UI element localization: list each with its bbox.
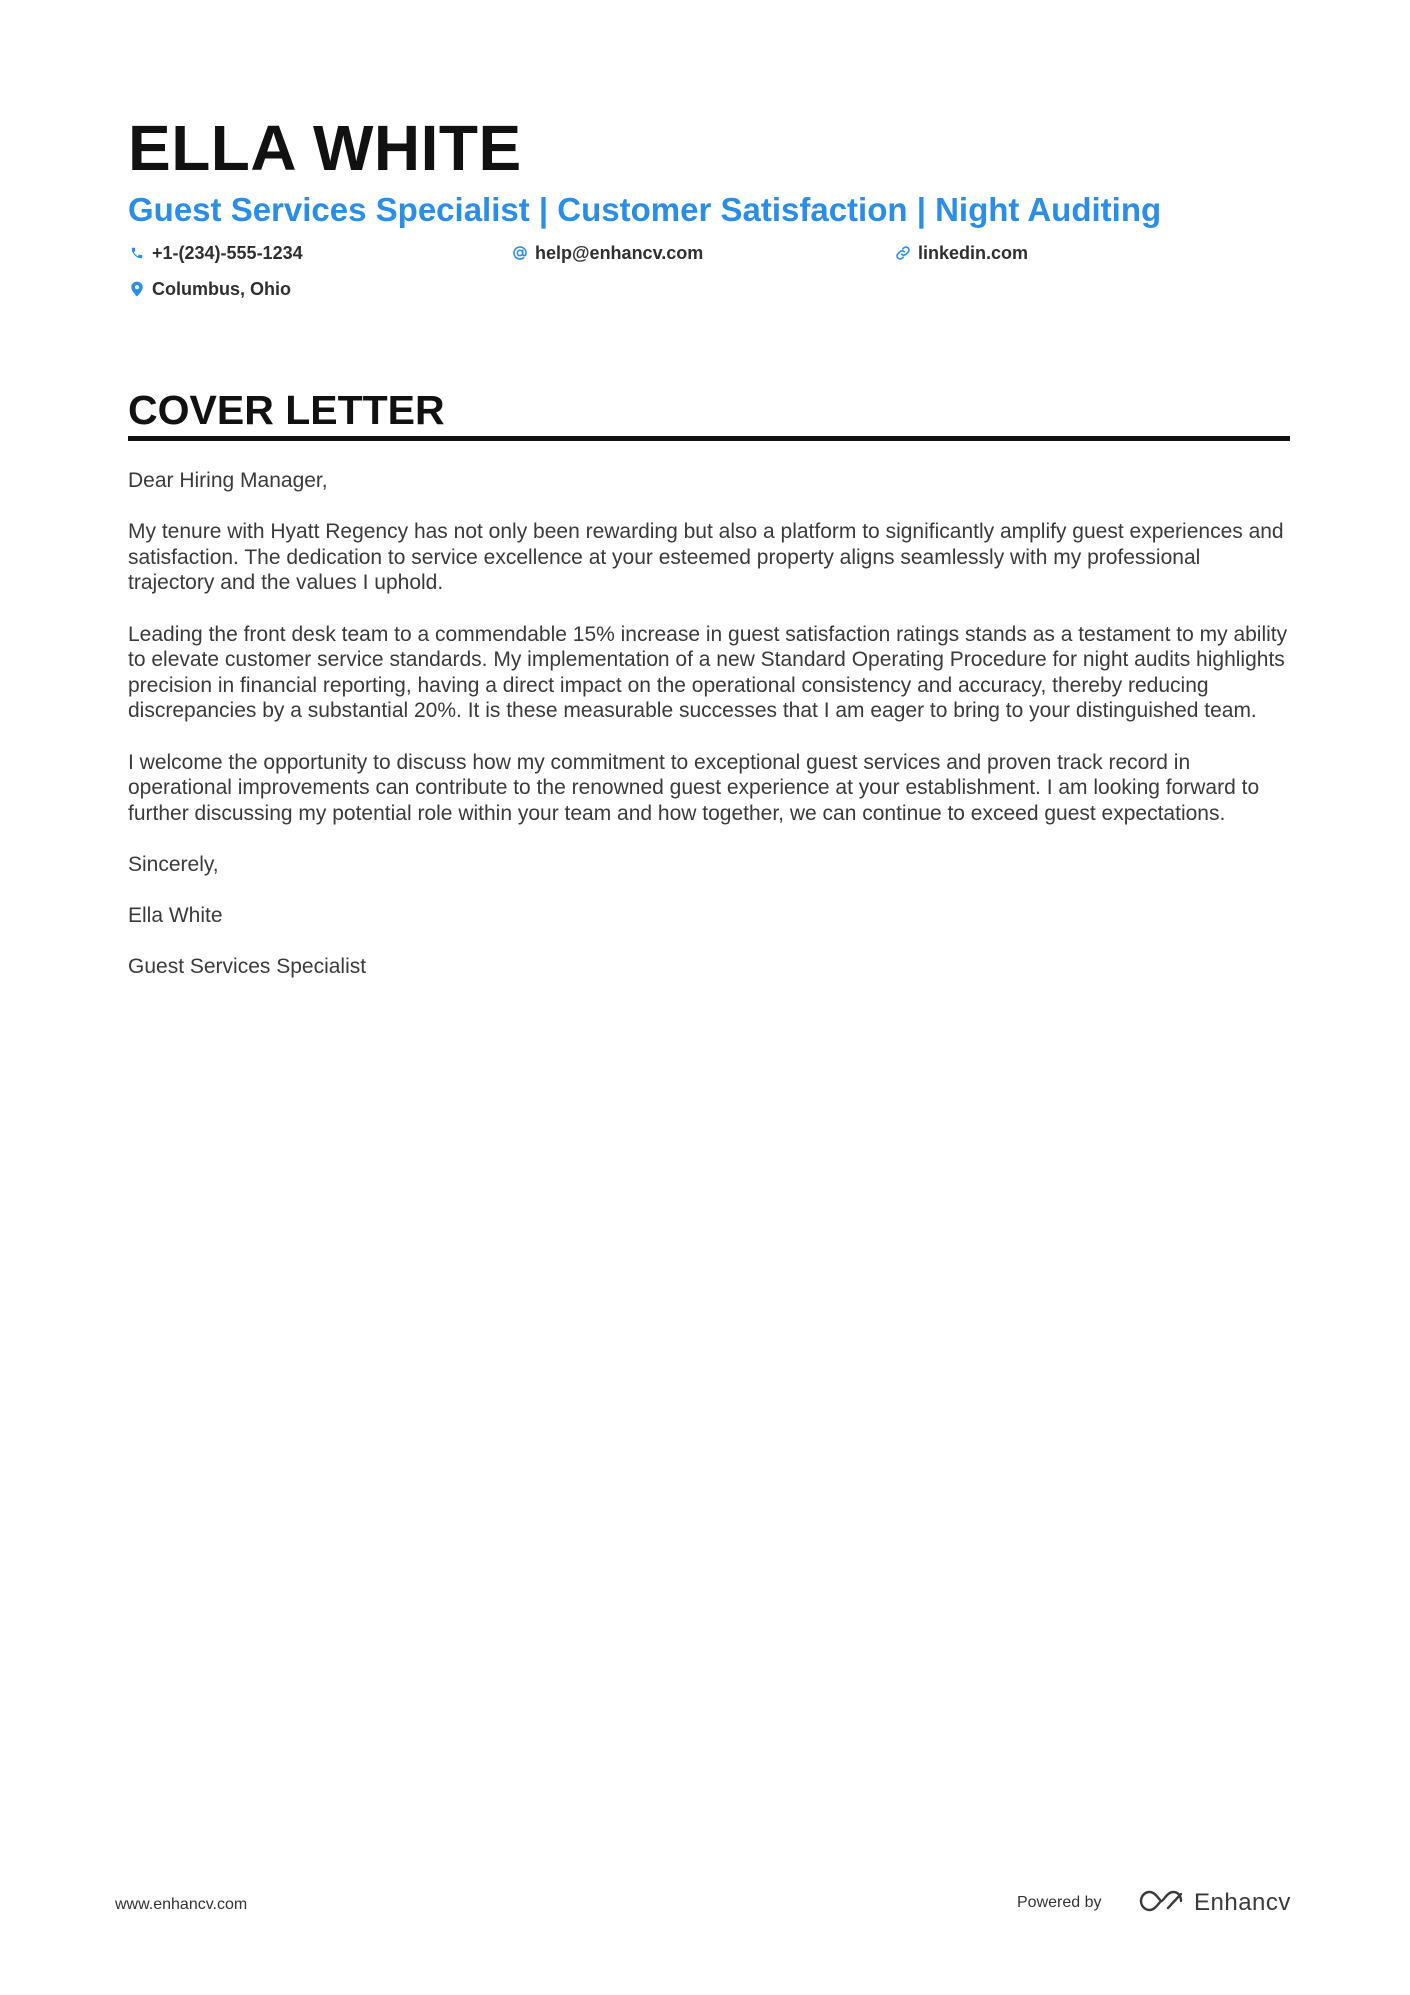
location-text: Columbus, Ohio — [152, 279, 291, 299]
letter-paragraph: I welcome the opportunity to discuss how my commitment to exceptional guest services and proven track record in operational improvements can contribute to the renowned guest experience at your establishment. I am looking forward to further discussing my potential role within your team and how together, we can continue to exceed guest expectations. — [128, 750, 1260, 825]
enhancv-brand-text: Enhancv — [1194, 1889, 1291, 1916]
at-sign-icon — [511, 244, 529, 262]
letter-signature-title: Guest Services Specialist — [128, 955, 367, 979]
letter-greeting: Dear Hiring Manager, — [128, 469, 328, 492]
link-icon — [894, 244, 912, 262]
candidate-headline: Guest Services Specialist | Customer Satisfaction | Night Auditing — [128, 191, 1162, 228]
location-pin-icon — [128, 280, 146, 298]
enhancv-logo[interactable] — [1138, 1888, 1291, 1918]
letter-paragraph: Leading the front desk team to a commendable 15% increase in guest satisfaction ratings stands as a testament to my ability to elevate customer service standards. My implementation of a new Standard Operating Procedure for night audits highlights precision in financial reporting, having a direct impact on the operational consistency and accuracy, thereby reducing discrepancies by a substantial 20%. It is these measurable successes that I am eager to bring to your distinguished team. — [128, 622, 1288, 723]
candidate-name: ELLA WHITE — [128, 112, 522, 184]
letter-signature: Ella White — [128, 904, 223, 928]
enhancv-logo-icon — [1138, 1888, 1184, 1919]
email-link[interactable]: help@enhancv.com — [535, 243, 704, 263]
letter-paragraph: My tenure with Hyatt Regency has not only been rewarding but also a platform to significantly amplify guest experiences and satisfaction. The dedication to service excellence at your esteemed property aligns seamlessly with my professional trajectory and the values I uphold. — [128, 520, 1284, 595]
contact-phone — [128, 241, 303, 265]
phone-text: +1-(234)-555-1234 — [152, 243, 303, 263]
contact-location — [128, 277, 291, 301]
letter-closing: Sincerely, — [128, 852, 219, 876]
letter-body — [128, 468, 1290, 1005]
footer-url[interactable]: www.enhancv.com — [115, 1896, 248, 1913]
footer-powered-by: Powered by — [1017, 1894, 1102, 1911]
contact-link — [894, 241, 1028, 265]
contact-email — [511, 241, 703, 265]
linkedin-link[interactable]: linkedin.com — [918, 243, 1029, 263]
section-title: COVER LETTER — [128, 387, 445, 433]
phone-icon — [128, 244, 146, 262]
section-divider — [128, 436, 1290, 441]
